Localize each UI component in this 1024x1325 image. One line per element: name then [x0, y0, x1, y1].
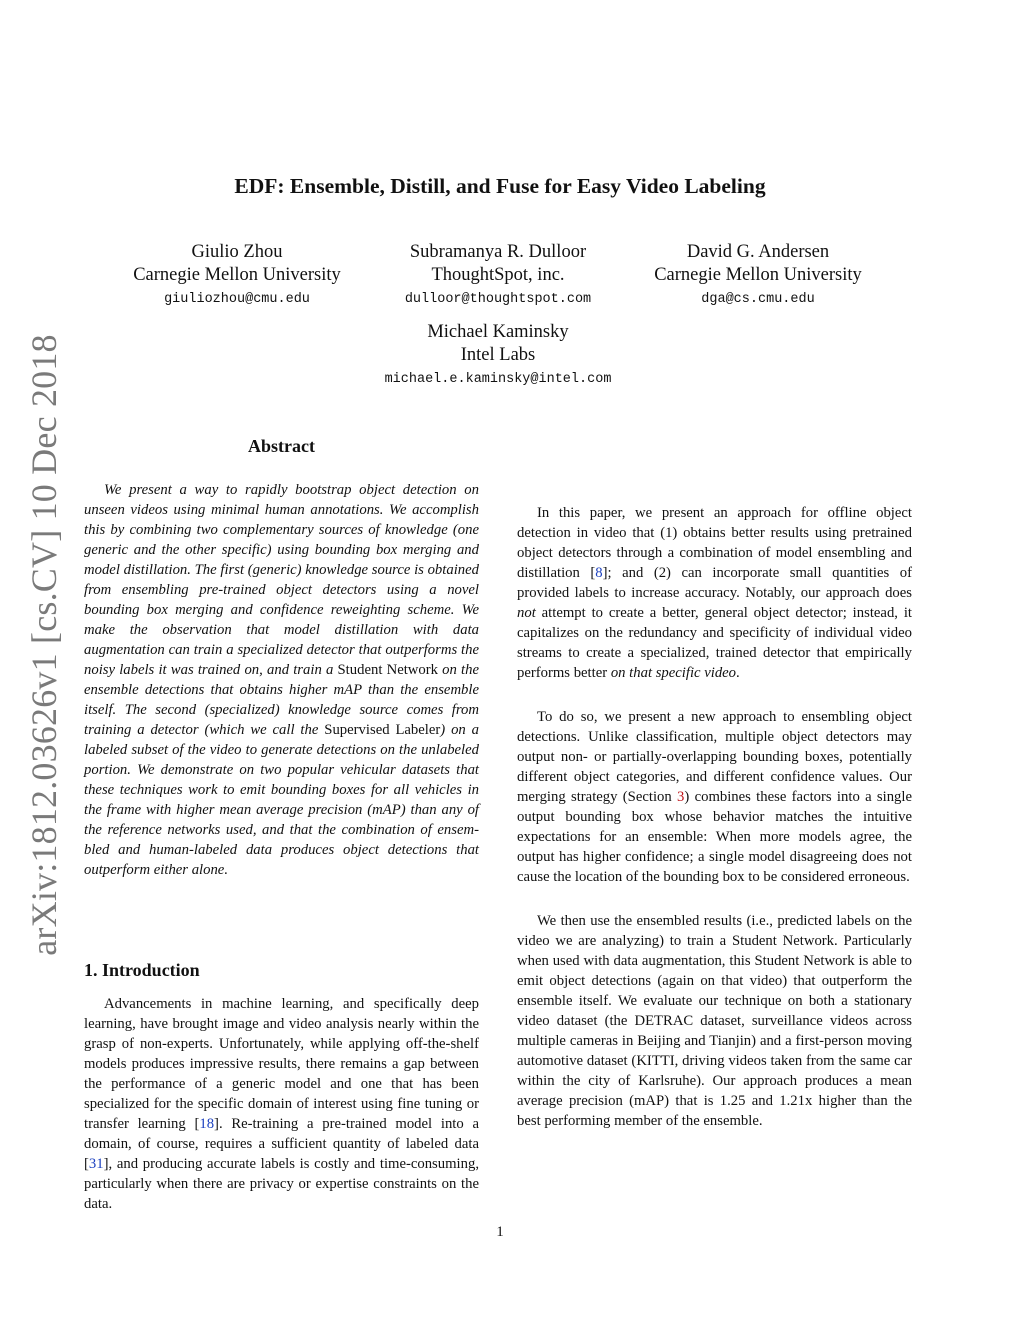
author-affiliation: Intel Labs: [460, 345, 536, 365]
author-block: [350, 321, 646, 389]
citation-link[interactable]: 18: [199, 1116, 215, 1132]
intro-paragraph: To do so, we present a new approach to ensembling object detections. Unlike classification, multiple object detectors may output non- or partially-overlapping bounding boxes, potentially different object categories, and different confidence values. Our merging strategy (Section 3) combines these factors into a single output bounding box whose behavior matches the intuitive expectations for an ensemble: When more models agree, the output has higher confidence; a single model disagreeing does not cause the location of the bounding box to be considered erroneous.: [517, 709, 912, 885]
supervised-labeler-term: Supervised Labeler: [324, 722, 441, 738]
abstract-paragraph: We present a way to rapidly bootstrap object detection on unseen videos using minimal human annotations. We accomplish this by combining two complementary sources of knowledge (one generic and the other specific) using bounding box merging and model distillation. The first (generic) knowledge source is obtained from ensembling pre-trained object detectors using a novel bounding box merging and confidence reweighting scheme. We make the observation that model distillation with data augmentation can train a specialized detector that outperforms the noisy labels it was trained on, and train a Student Network on the ensemble detections that obtains higher mAP than the ensemble itself. The second (specialized) knowledge source comes from training a detector (which we call the Supervised Labeler) on a labeled subset of the video to generate detections on the unlabeled portion. We demonstrate on two popular vehicular datasets that these techniques work to emit bounding boxes for all vehicles in the frame with higher mean average precision (mAP) than any of the reference networks used, and that the combination of ensembled and human-labeled data produces object detections that outperform either alone.: [84, 482, 479, 878]
intro-paragraph: In this paper, we present an approach for offline object detection in video that (1) obtains better results using pretrained object detectors through a combination of model ensembling and distillation [8]; and (2) can incorporate small quantities of provided labels to increase accuracy. Notably, our approach does not attempt to create a better, general object detector; instead, it capitalizes on the redundancy and specificity of individual video streams to create a specialized, trained detector that empirically performs better on that specific video.: [517, 505, 912, 681]
author-name: Michael Kaminsky: [427, 322, 569, 342]
section-reference-link[interactable]: 3: [677, 789, 685, 805]
emphasis-not: not: [517, 605, 536, 621]
author-affiliation: Carnegie Mellon University: [654, 265, 862, 285]
author-email[interactable]: dga@cs.cmu.edu: [701, 292, 815, 307]
author-affiliation: ThoughtSpot, inc.: [431, 265, 565, 285]
author-block: [112, 241, 362, 309]
author-block: [633, 241, 883, 309]
author-email[interactable]: michael.e.kaminsky@intel.com: [384, 372, 612, 387]
author-name: Subramanya R. Dulloor: [409, 242, 587, 262]
page-number: 1: [496, 1224, 504, 1240]
intro-paragraph: We then use the ensembled results (i.e., predicted labels on the video we are analyzing) to train a Student Network. Particularly when used with data augmentation, this Student Network is able to emit object detections (again on that video) that outperform the ensemble itself. We evaluate our technique on both a stationary video dataset (the DETRAC dataset, surveillance videos across multiple cameras in Beijing and Tianjin) and a first-person moving automotive dataset (KITTI, driving videos taken from the same car within the city of Karlsruhe). Our approach produces a mean average precision (mAP) that is 1.25 and 1.21x higher than the best performing member of the ensemble.: [517, 913, 912, 1129]
author-name: David G. Andersen: [686, 242, 830, 262]
paper-title: EDF: Ensemble, Distill, and Fuse for Easy Video Labeling: [234, 174, 766, 198]
student-network-term: Student Network: [337, 662, 438, 678]
intro-paragraph: Advancements in machine learning, and specifically deep learning, have brought image and video analysis nearly within the grasp of non-experts. Unfortunately, while applying off-the-shelf models produces impressive results, there remains a gap between the performance of a generic model and one that has been specialized for the specific domain of interest using fine tuning or transfer learning [18]. Re-training a pre-trained model into a domain, of course, requires a sufficient quantity of labeled data [31], and producing accurate labels is costly and time-consuming, particularly when there are privacy or expertise constraints on the data.: [84, 996, 479, 1212]
abstract-body: [84, 480, 479, 880]
arxiv-identifier-stamp: arXiv:1812.03626v1 [cs.CV] 10 Dec 2018: [24, 334, 64, 956]
emphasis-specific-video: on that specific video: [610, 665, 737, 681]
author-email[interactable]: dulloor@thoughtspot.com: [404, 292, 592, 307]
introduction-left-column: [84, 994, 479, 1214]
author-email[interactable]: giuliozhou@cmu.edu: [164, 292, 310, 307]
abstract-heading: Abstract: [248, 436, 315, 456]
introduction-right-column: [517, 439, 912, 1131]
introduction-heading: 1. Introduction: [84, 960, 200, 980]
author-affiliation: Carnegie Mellon University: [133, 265, 341, 285]
author-block: [370, 241, 626, 309]
citation-link[interactable]: 8: [595, 565, 603, 581]
citation-link[interactable]: 31: [88, 1156, 104, 1172]
author-name: Giulio Zhou: [191, 242, 283, 262]
